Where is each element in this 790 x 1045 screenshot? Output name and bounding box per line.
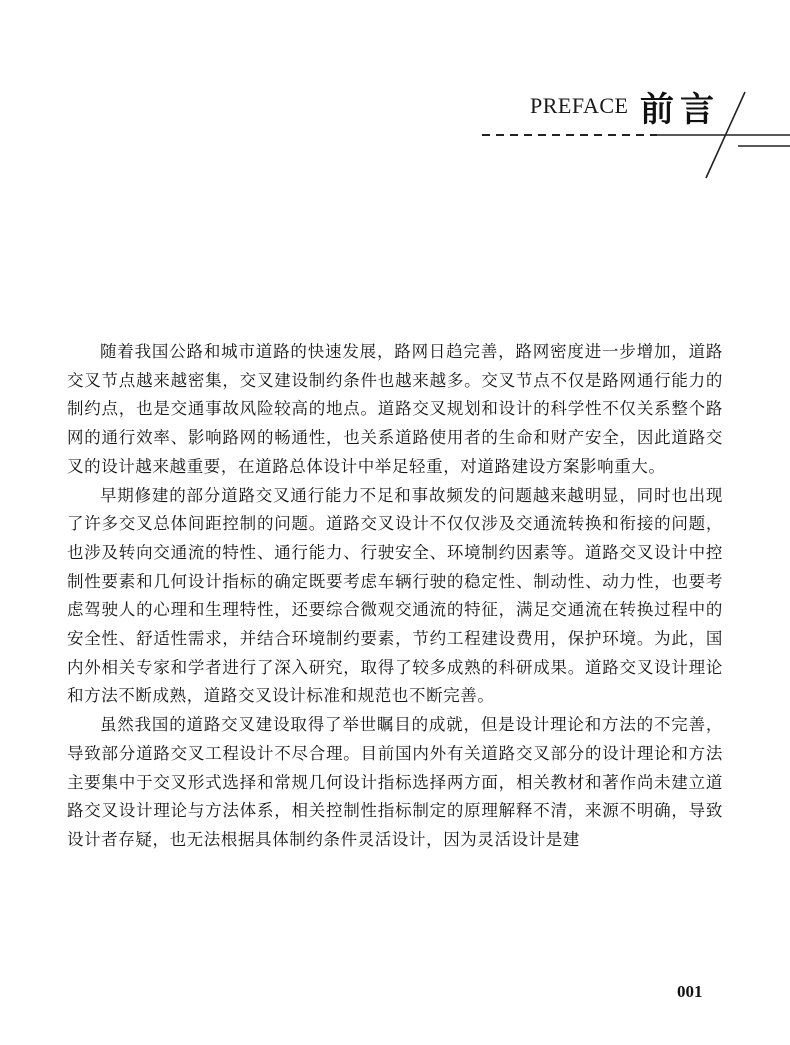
page-header [0, 0, 790, 200]
page-number: 001 [677, 982, 703, 1001]
preface-body [67, 338, 723, 855]
paragraph-1: 随着我国公路和城市道路的快速发展，路网日趋完善，路网密度进一步增加，道路交叉节点越来越密集，交叉建设制约条件也越来越多。交叉节点不仅是路网通行能力的制约点，也是交通事故风险较高的地点。道路交叉规划和设计的科学性不仅关系整个路网的通行效率、影响路网的畅通性，也关系道路使用者的生命和财产安全，因此道路交叉的设计越来越重要，在道路总体设计中举足轻重，对道路建设方案影响重大。 [67, 342, 723, 476]
header-english-title: PREFACE [530, 93, 629, 118]
header-chinese-title: 前言 [640, 90, 720, 130]
paragraph-2: 早期修建的部分道路交叉通行能力不足和事故频发的问题越来越明显，同时也出现了许多交叉总体间距控制的问题。道路交叉设计不仅仅涉及交通流转换和衔接的问题，也涉及转向交通流的特性、通行能力、行驶安全、环境制约因素等。道路交叉设计中控制性要素和几何设计指标的确定既要考虑车辆行驶的稳定性、制动性、动力性，也要考虑驾驶人的心理和生理特性，还要综合微观交通流的特征，满足交通流在转换过程中的安全性、舒适性需求，并结合环境制约要素，节约工程建设费用，保护环境。为此，国内外相关专家和学者进行了深入研究，取得了较多成熟的科研成果。道路交叉设计理论和方法不断成熟，道路交叉设计标准和规范也不断完善。 [67, 485, 723, 706]
paragraph-3: 虽然我国的道路交叉建设取得了举世瞩目的成就，但是设计理论和方法的不完善，导致部分道路交叉工程设计不尽合理。目前国内外有关道路交叉部分的设计理论和方法主要集中于交叉形式选择和常规几何设计指标选择两方面，相关教材和著作尚未建立道路交叉设计理论与方法体系，相关控制性指标制定的原理解释不清，来源不明确，导致设计者存疑，也无法根据具体制约条件灵活设计，因为灵活设计是建 [67, 715, 723, 849]
